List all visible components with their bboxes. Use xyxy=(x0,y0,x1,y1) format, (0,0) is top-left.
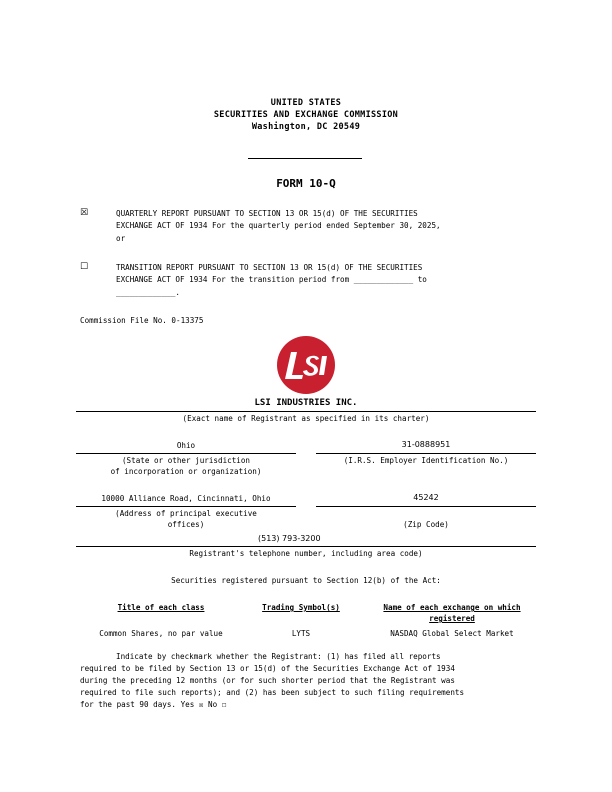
address-caption-line-2: offices) xyxy=(167,520,205,529)
state-value: Ohio xyxy=(176,441,196,450)
quarterly-report-line-2: EXCHANGE ACT OF 1934 For the quarterly period ended September 30, 2025, xyxy=(116,221,441,230)
state-rule xyxy=(76,453,296,454)
form-title: FORM 10-Q xyxy=(276,177,336,190)
quarterly-report-line-1: QUARTERLY REPORT PURSUANT TO SECTION 13 OR 15(d) OF THE SECURITIES xyxy=(116,209,418,218)
table-header-symbol: Trading Symbol(s) xyxy=(262,603,340,612)
zip-value: 45242 xyxy=(413,493,439,502)
commission-file-number: Commission File No. 0-13375 xyxy=(80,316,204,325)
quarterly-report-line-3: or xyxy=(116,234,126,243)
header-line-1: UNITED STATES xyxy=(270,98,342,108)
table-header-title: Title of each class xyxy=(117,603,205,612)
transition-checkbox-icon: ☐ xyxy=(80,262,89,272)
transition-report-line-3: _____________. xyxy=(116,288,181,297)
paragraph-line-1: Indicate by checkmark whether the Registrant: (1) has filed all reports xyxy=(116,652,441,661)
address-caption-line-1: (Address of principal executive xyxy=(115,509,257,518)
zip-caption: (Zip Code) xyxy=(403,520,449,529)
company-name: LSI INDUSTRIES INC. xyxy=(254,398,358,408)
phone-caption: Registrant's telephone number, including area code) xyxy=(189,549,423,558)
header-divider xyxy=(248,158,362,159)
paragraph-line-3: during the preceding 12 months (or for such shorter period that the Registrant was xyxy=(80,676,455,685)
ein-rule xyxy=(316,453,536,454)
transition-report-line-2: EXCHANGE ACT OF 1934 For the transition period from _____________ to xyxy=(116,275,427,284)
registered-securities-heading: Securities registered pursuant to Section 12(b) of the Act: xyxy=(171,576,441,585)
phone-value: (513) 793-3200 xyxy=(258,534,321,543)
company-name-rule xyxy=(76,411,536,412)
table-cell-symbol: LYTS xyxy=(291,629,311,638)
header-line-3: Washington, DC 20549 xyxy=(251,122,361,132)
address-rule xyxy=(76,506,296,507)
state-caption-line-1: (State or other jurisdiction xyxy=(121,456,250,465)
zip-rule xyxy=(316,506,536,507)
phone-rule xyxy=(76,546,536,547)
company-logo-icon xyxy=(276,335,336,395)
paragraph-line-4: required to file such reports); and (2) has been subject to such filing requirements xyxy=(80,688,465,697)
transition-report-line-1: TRANSITION REPORT PURSUANT TO SECTION 13 OR 15(d) OF THE SECURITIES xyxy=(116,263,423,272)
ein-caption: (I.R.S. Employer Identification No.) xyxy=(343,456,509,465)
paragraph-line-5: for the past 90 days. Yes ☒ No ☐ xyxy=(80,700,227,709)
quarterly-checkbox-icon: ☒ xyxy=(80,208,89,218)
company-name-caption: (Exact name of Registrant as specified in its charter) xyxy=(182,414,430,423)
address-value: 10000 Alliance Road, Cincinnati, Ohio xyxy=(101,494,271,503)
table-header-exchange: Name of each exchange on which registered xyxy=(383,603,521,623)
paragraph-line-2: required to be filed by Section 13 or 15(d) of the Securities Exchange Act of 1934 xyxy=(80,664,455,673)
table-cell-title: Common Shares, no par value xyxy=(99,629,223,638)
ein-value: 31-0888951 xyxy=(401,440,451,449)
table-cell-exchange: NASDAQ Global Select Market xyxy=(390,629,514,638)
header-line-2: SECURITIES AND EXCHANGE COMMISSION xyxy=(213,110,399,120)
state-caption-line-2: of incorporation or organization) xyxy=(110,467,262,476)
